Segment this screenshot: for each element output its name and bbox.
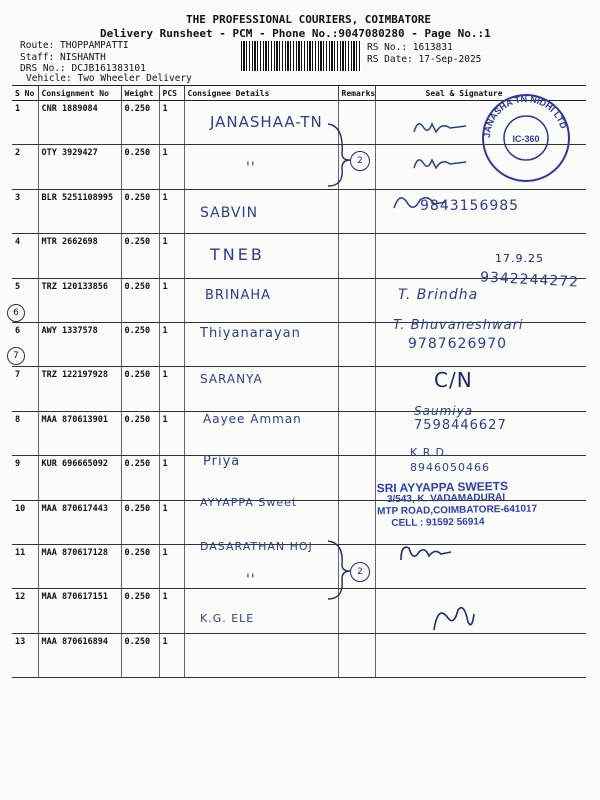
signature-name: K.R.D. [410, 446, 450, 459]
handwritten-consignee: '' [246, 160, 256, 176]
company-name: THE PROFESSIONAL COURIERS, COIMBATORE [186, 13, 432, 26]
row-pcs: 1 [159, 322, 184, 366]
handwritten-consignee: TNEB [210, 245, 265, 264]
row-sno: 8 [12, 411, 38, 455]
row-consignment: MAA 870613901 [38, 411, 121, 455]
table-row [12, 367, 586, 411]
row-weight: 0.250 [121, 322, 159, 366]
row-consignee [184, 589, 338, 633]
signature-phone: 7598446627 [414, 418, 507, 433]
staff-label: Staff: NISHANTH [20, 52, 106, 63]
signature-phone: 9843156985 [420, 198, 520, 214]
row-weight: 0.250 [121, 633, 159, 677]
row-consignment: OTY 3929427 [38, 145, 121, 189]
row-weight: 0.250 [121, 544, 159, 588]
round-seal-text: JANASHA TN NIDHI LTD [481, 93, 569, 139]
row-remarks [338, 633, 375, 677]
handwritten-consignee: Thiyanarayan [200, 326, 301, 341]
row-pcs: 1 [159, 411, 184, 455]
row-consignment: BLR 5251108995 [38, 189, 121, 233]
shop-stamp-address: MTP ROAD,COIMBATORE-641017 [377, 503, 538, 518]
table-row [12, 633, 586, 677]
handwritten-consignee: JANASHAA-TN [210, 113, 323, 131]
handwritten-consignee: Priya [203, 454, 241, 469]
barcode [241, 41, 361, 71]
col-weight: Weight [121, 86, 159, 101]
shop-stamp-phone: CELL : 91592 56914 [391, 516, 485, 530]
shop-stamp [376, 479, 538, 531]
handwritten-consignee: SABVIN [200, 205, 259, 221]
signature-phone: 9787626970 [408, 336, 508, 352]
row-consignment: MAA 870617128 [38, 544, 121, 588]
row-sno: 2 [12, 145, 38, 189]
row-weight: 0.250 [121, 278, 159, 322]
rs-date: RS Date: 17-Sep-2025 [367, 54, 482, 65]
row-remarks [338, 322, 375, 366]
row-pcs: 1 [159, 633, 184, 677]
row-weight: 0.250 [121, 411, 159, 455]
signature-note: C/N [434, 368, 473, 392]
handwritten-consignee: BRINAHA [205, 288, 272, 303]
signature-scribble-icon [428, 600, 478, 636]
remarks-count: 2 [350, 562, 370, 582]
row-weight: 0.250 [121, 589, 159, 633]
row-sno: 1 [12, 101, 38, 145]
row-weight: 0.250 [121, 500, 159, 544]
row-weight: 0.250 [121, 145, 159, 189]
row-sno: 7 [12, 367, 38, 411]
row-remarks [338, 278, 375, 322]
row-pcs: 1 [159, 500, 184, 544]
shop-stamp-address: 3/543, K. VADAMADURAI [386, 492, 506, 506]
signature-date: 17.9.25 [495, 252, 544, 265]
signature-name: T. Brindha [398, 287, 479, 303]
row-signature [375, 633, 586, 677]
margin-mark-6: 6 [7, 304, 25, 322]
shop-stamp-name: SRI AYYAPPA SWEETS [376, 479, 509, 496]
col-consignee: Consignee Details [184, 86, 338, 101]
handwritten-consignee: DASARATHAN HOJ [200, 540, 313, 553]
row-sno: 11 [12, 544, 38, 588]
margin-mark-7: 7 [7, 347, 25, 365]
row-sno: 10 [12, 500, 38, 544]
row-consignment: AWY 1337578 [38, 322, 121, 366]
handwritten-consignee: AYYAPPA Sweet [200, 496, 298, 509]
row-consignment: KUR 696665092 [38, 456, 121, 500]
row-consignee [184, 145, 338, 189]
row-sno: 6 [12, 322, 38, 366]
row-consignment: TRZ 120133856 [38, 278, 121, 322]
signature-name: Saumiya [414, 404, 474, 418]
row-pcs: 1 [159, 278, 184, 322]
col-signature: Seal & Signature [375, 86, 586, 101]
row-weight: 0.250 [121, 189, 159, 233]
row-pcs: 1 [159, 589, 184, 633]
row-weight: 0.250 [121, 456, 159, 500]
row-sno: 5 [12, 278, 38, 322]
handwritten-consignee: Aayee Amman [203, 412, 302, 426]
row-consignment: MTR 2662698 [38, 234, 121, 278]
row-pcs: 1 [159, 101, 184, 145]
signature-phone: 9342244272 [479, 269, 580, 291]
signature-name: T. Bhuvaneshwari [393, 318, 524, 333]
row-weight: 0.250 [121, 101, 159, 145]
row-pcs: 1 [159, 234, 184, 278]
row-sno: 9 [12, 456, 38, 500]
row-consignment: MAA 870617443 [38, 500, 121, 544]
vehicle-label: Vehicle: Two Wheeler Delivery [26, 73, 192, 84]
remarks-count: 2 [350, 151, 370, 171]
signature-scribble-icon [410, 152, 470, 174]
round-seal-stamp [480, 92, 572, 184]
row-consignment: CNR 1889084 [38, 101, 121, 145]
table-row [12, 589, 586, 633]
row-pcs: 1 [159, 367, 184, 411]
rs-number: RS No.: 1613831 [367, 42, 453, 53]
signature-phone: 8946050466 [410, 461, 490, 474]
row-pcs: 1 [159, 456, 184, 500]
row-weight: 0.250 [121, 234, 159, 278]
handwritten-consignee: SARANYA [200, 372, 263, 386]
col-pcs: PCS [159, 86, 184, 101]
row-consignment: TRZ 122197928 [38, 367, 121, 411]
drs-label: DRS No.: DCJB161383101 [20, 63, 146, 74]
row-remarks [338, 367, 375, 411]
handwritten-consignee: '' [246, 572, 256, 588]
col-sno: S No [12, 86, 38, 101]
col-remarks: Remarks [338, 86, 375, 101]
signature-scribble-icon [410, 116, 470, 138]
row-sno: 4 [12, 234, 38, 278]
row-consignment: MAA 870617151 [38, 589, 121, 633]
route-label: Route: THOPPAMPATTI [20, 40, 129, 51]
row-pcs: 1 [159, 189, 184, 233]
row-signature [375, 589, 586, 633]
runsheet-title: Delivery Runsheet - PCM - Phone No.:9047080280 - Page No.:1 [100, 27, 491, 40]
row-sno: 3 [12, 189, 38, 233]
row-sno: 12 [12, 589, 38, 633]
row-consignment: MAA 870616894 [38, 633, 121, 677]
row-weight: 0.250 [121, 367, 159, 411]
row-remarks [338, 234, 375, 278]
round-seal-center: IC-360 [512, 134, 540, 144]
row-sno: 13 [12, 633, 38, 677]
row-remarks [338, 456, 375, 500]
signature-scribble-icon [395, 540, 455, 568]
row-consignee [184, 633, 338, 677]
row-pcs: 1 [159, 145, 184, 189]
row-remarks [338, 411, 375, 455]
col-consignment: Consignment No [38, 86, 121, 101]
handwritten-consignee: K.G. ELE [200, 612, 255, 625]
row-pcs: 1 [159, 544, 184, 588]
row-signature [375, 367, 586, 411]
row-remarks [338, 189, 375, 233]
